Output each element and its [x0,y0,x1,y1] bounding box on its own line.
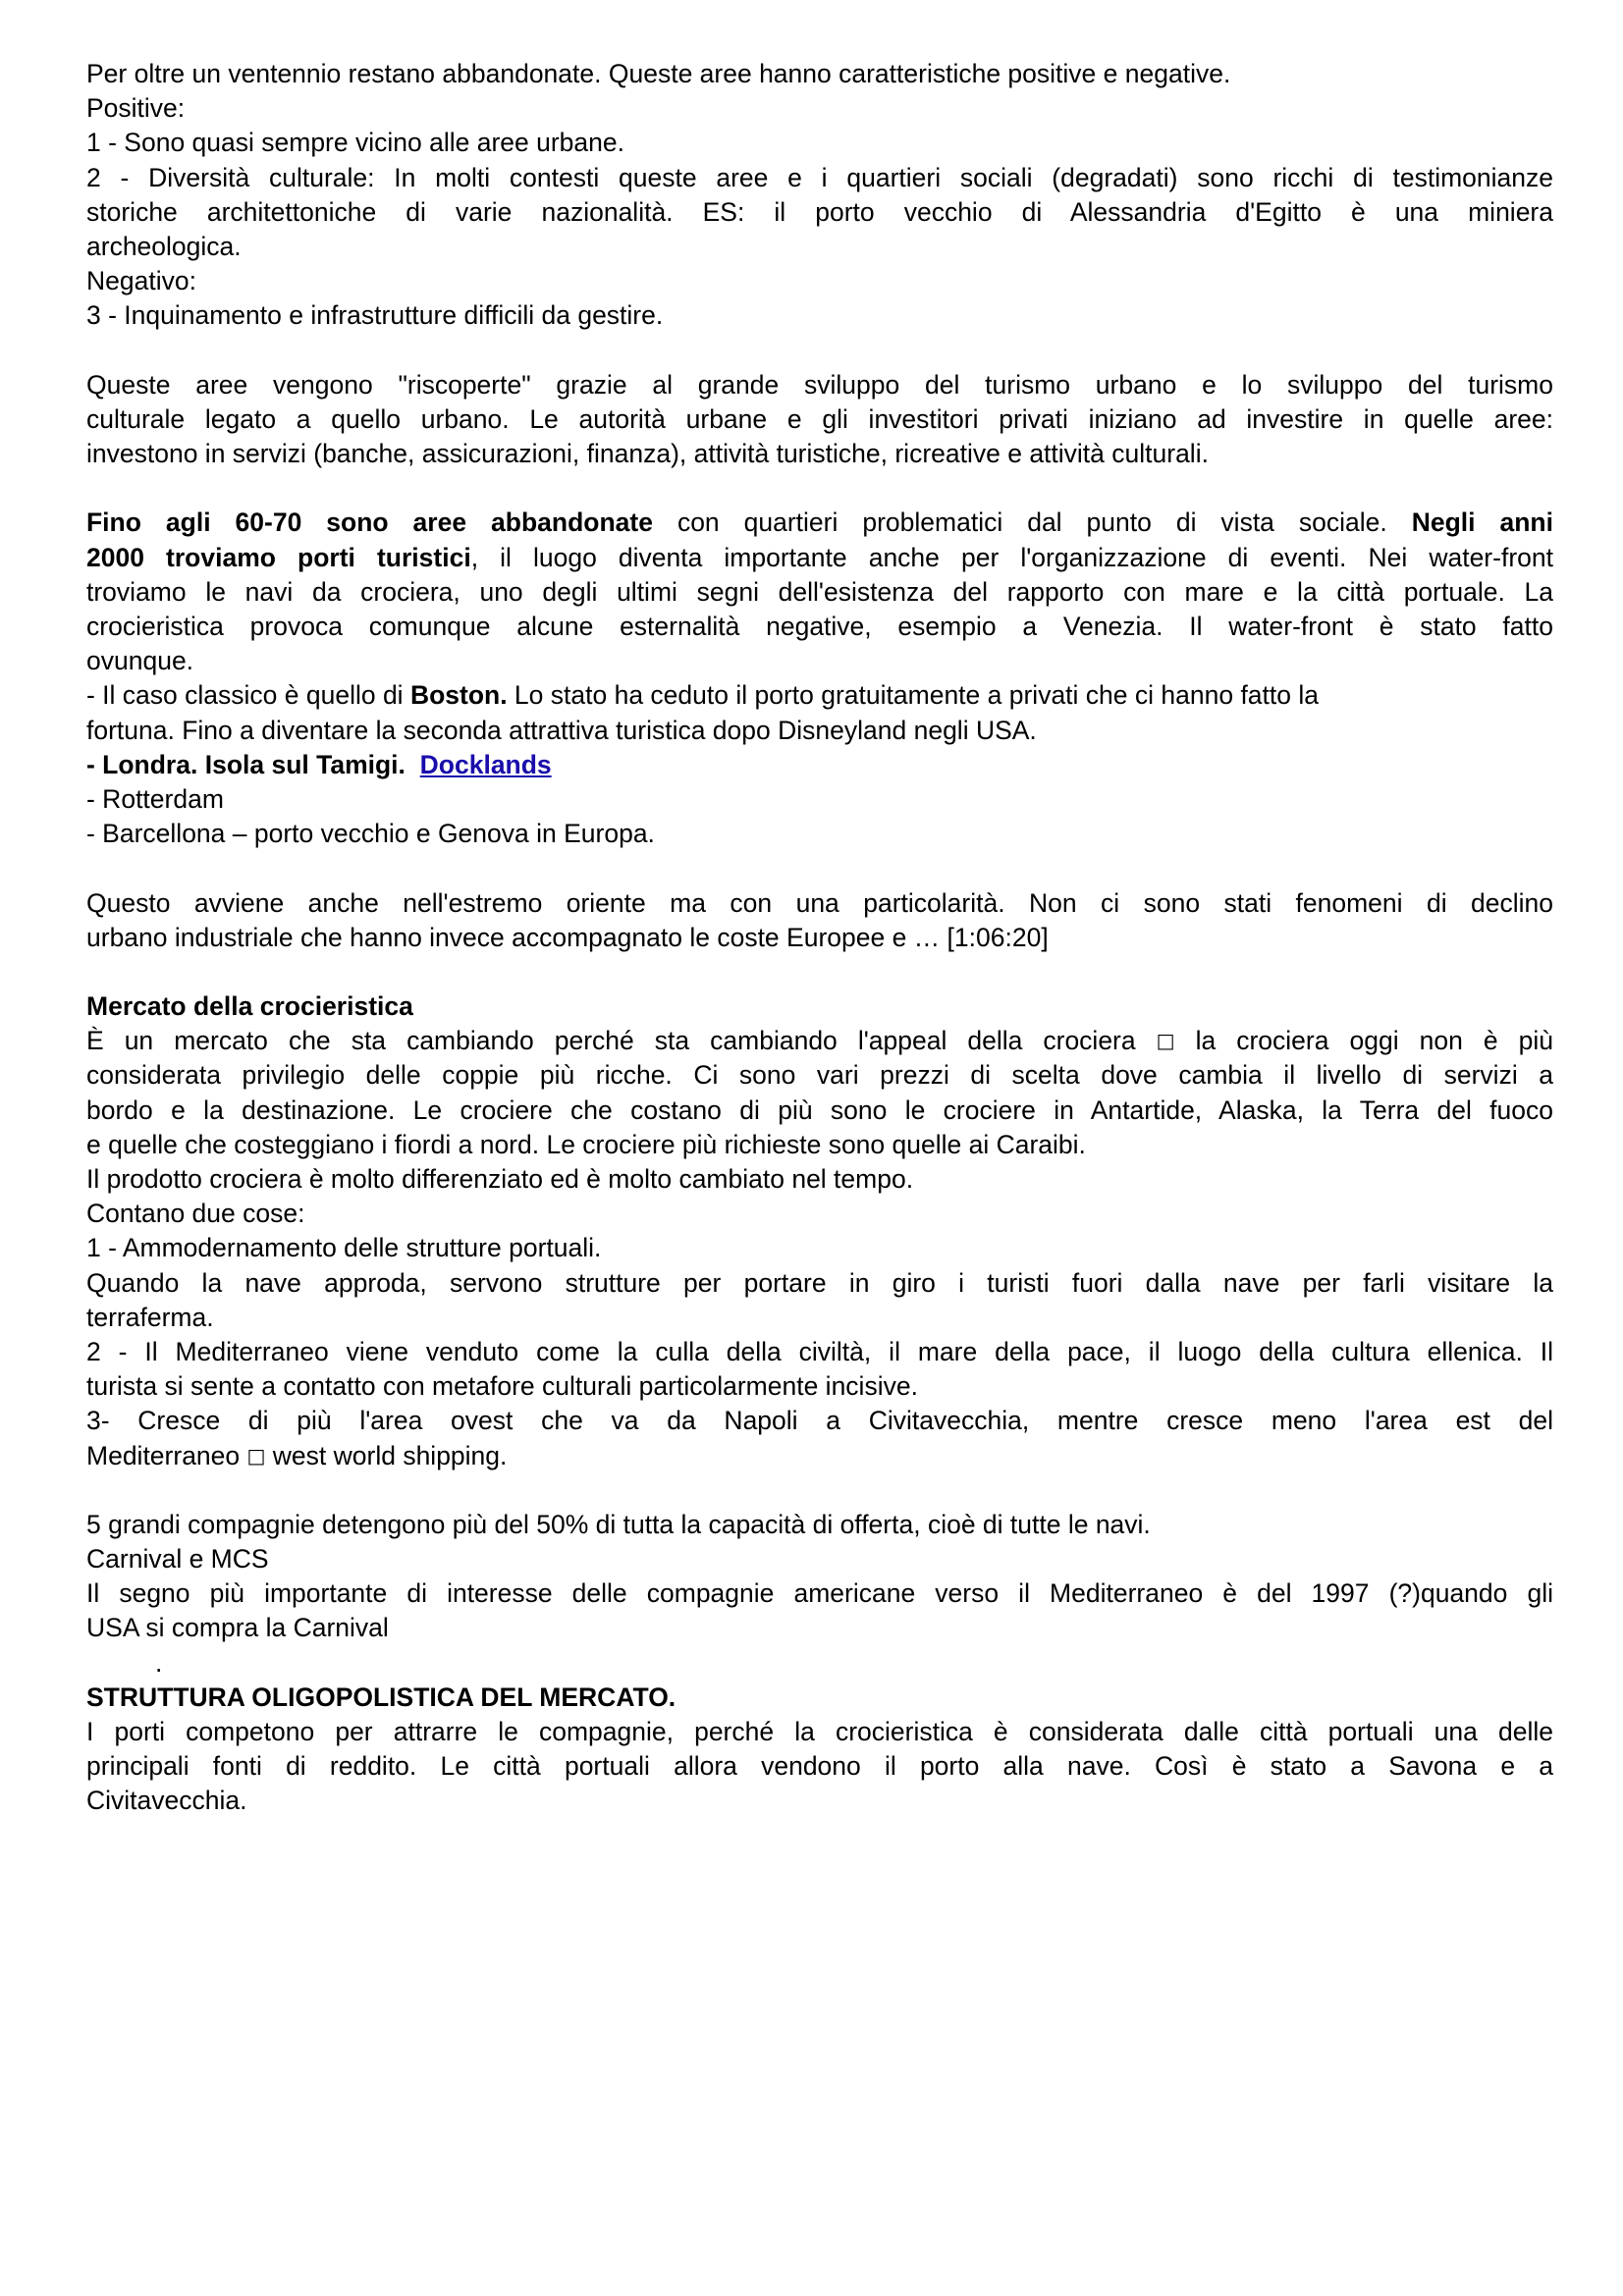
text-line: crocieristica provoca comunque alcune esternalità negative, esempio a Venezia. Il water-front è stato fatto [86,612,1553,641]
text-line: 2 - Il Mediterraneo viene venduto come la culla della civiltà, il mare della pace, il luogo della cultura ellenica. Il [86,1336,1553,1366]
text-line: USA si compra la Carnival [86,1613,389,1643]
arrow-icon: □ [1156,1029,1175,1053]
text-run: - Il caso classico è quello di [86,680,410,711]
text-line: - Rotterdam [86,783,224,814]
text-line: Positive: [86,93,186,124]
section-heading [86,989,1553,1024]
text-line: 1 - Ammodernamento delle strutture portuali. [86,1233,602,1263]
text-line: terraferma. [86,1302,214,1332]
text-line [86,1439,1553,1473]
text-line: bordo e la destinazione. Le crociere che costano di più sono le crociere in Antartide, Alaska, la Terra del fuoco [86,1095,1553,1125]
text-line: 1 - Sono quasi sempre vicino alle aree urbane. [86,128,624,158]
text-line: 3 - Inquinamento e infrastrutture difficili da gestire. [86,300,664,331]
text-run: la crociera oggi non è più [1174,1026,1553,1056]
text-line: 3- Cresce di più l'area ovest che va da Napoli a Civitavecchia, mentre cresce meno l'area est del [86,1406,1553,1436]
text-line: considerata privilegio delle coppie più ricche. Ci sono vari prezzi di scelta dove cambia il livello di servizi a [86,1060,1553,1091]
text-line: Contano due cose: [86,1199,305,1229]
text-line: investono in servizi (banche, assicurazioni, finanza), attività turistiche, ricreative e attività culturali. [86,439,1209,469]
arrow-icon: □ [246,1443,266,1468]
text-line [86,748,1553,782]
bold-text: Boston. [409,680,508,711]
text-line: Carnival e MCS [86,1544,269,1575]
text-line [86,678,1553,713]
text-line: Questo avviene anche nell'estremo oriente ma con una particolarità. Non ci sono stati fenomeni di declino [86,887,1553,918]
heading-text: STRUTTURA OLIGOPOLISTICA DEL MERCATO. [86,1682,676,1712]
text-line: Civitavecchia. [86,1786,247,1816]
text-line: Negativo: [86,266,196,296]
text-line: culturale legato a quello urbano. Le autorità urbane e gli investitori privati iniziano ad investire in quelle aree: [86,403,1553,434]
bold-text: Fino agli 60-70 sono aree abbandonate [86,507,653,538]
text-line: Il prodotto crociera è molto differenziato ed è molto cambiato nel tempo. [86,1164,914,1194]
text-line: storiche architettoniche di varie nazionalità. ES: il porto vecchio di Alessandria d'Egitto è una miniera [86,196,1553,227]
text-run: Mediterraneo [86,1440,247,1470]
text-line: Quando la nave approda, servono strutture per portare in giro i turisti fuori dalla nave per farli visitare la [86,1267,1553,1298]
bold-text: 2000 troviamo porti turistici [86,542,471,572]
text-run: È un mercato che sta cambiando perché sta cambiando l'appeal della crociera [86,1026,1157,1056]
text-line: I porti competono per attrarre le compagnie, perché la crocieristica è considerata dalle città portuali una delle [86,1717,1553,1746]
text-line: Queste aree vengono "riscoperte" grazie al grande sviluppo del turismo urbano e lo sviluppo del turismo [86,369,1553,400]
text-line: Per oltre un ventennio restano abbandonate. Queste aree hanno caratteristiche positive e negative. [86,59,1231,88]
text-run: west world shipping. [265,1440,508,1470]
bold-text: - Londra. Isola sul Tamigi. [86,749,406,779]
text-run: , il luogo diventa importante anche per l'organizzazione di eventi. Nei water-front [470,542,1553,572]
text-line: principali fonti di reddito. Le città portuali allora vendono il porto alla nave. Così è stato a Savona e a [86,1751,1553,1782]
text-line: e quelle che costeggiano i fiordi a nord. Le crociere più richieste sono quelle ai Caraibi. [86,1129,1086,1159]
text-line: ovunque. [86,646,194,676]
text-run: con quartieri problematici dal punto di vista sociale. [652,507,1412,538]
document-page [86,57,1553,1819]
text-line: - Barcellona – porto vecchio e Genova in Europa. [86,819,655,849]
section-heading [86,1681,1553,1715]
text-line: troviamo le navi da crociera, uno degli ultimi segni dell'esistenza del rapporto con mare e la città portuale. La [86,576,1553,607]
text-line: turista si sente a contatto con metafore culturali particolarmente incisive. [86,1371,918,1402]
bold-text: Negli anni [1411,507,1553,538]
text-line: 2 - Diversità culturale: In molti contesti queste aree e i quartieri sociali (degradati) sono ricchi di testimonianze [86,162,1553,192]
docklands-link[interactable]: Docklands [419,749,552,779]
text-line: 5 grandi compagnie detengono più del 50% di tutta la capacità di offerta, cioè di tutte le navi. [86,1509,1151,1539]
text-line: fortuna. Fino a diventare la seconda attrattiva turistica dopo Disneyland negli USA. [86,715,1037,745]
text-line [86,541,1553,575]
heading-text: Mercato della crocieristica [86,991,413,1022]
text-line [86,506,1553,540]
stray-dot: . [155,1647,163,1678]
text-line [86,1024,1553,1058]
text-run: Lo stato ha ceduto il porto gratuitamente a privati che ci hanno fatto la [507,680,1319,711]
text-line: urbano industriale che hanno invece accompagnato le coste Europee e … [1:06:20] [86,922,1049,952]
text-line: archeologica. [86,231,242,261]
text-line: Il segno più importante di interesse delle compagnie americane verso il Mediterraneo è del 1997 (?)quando gli [86,1578,1553,1609]
